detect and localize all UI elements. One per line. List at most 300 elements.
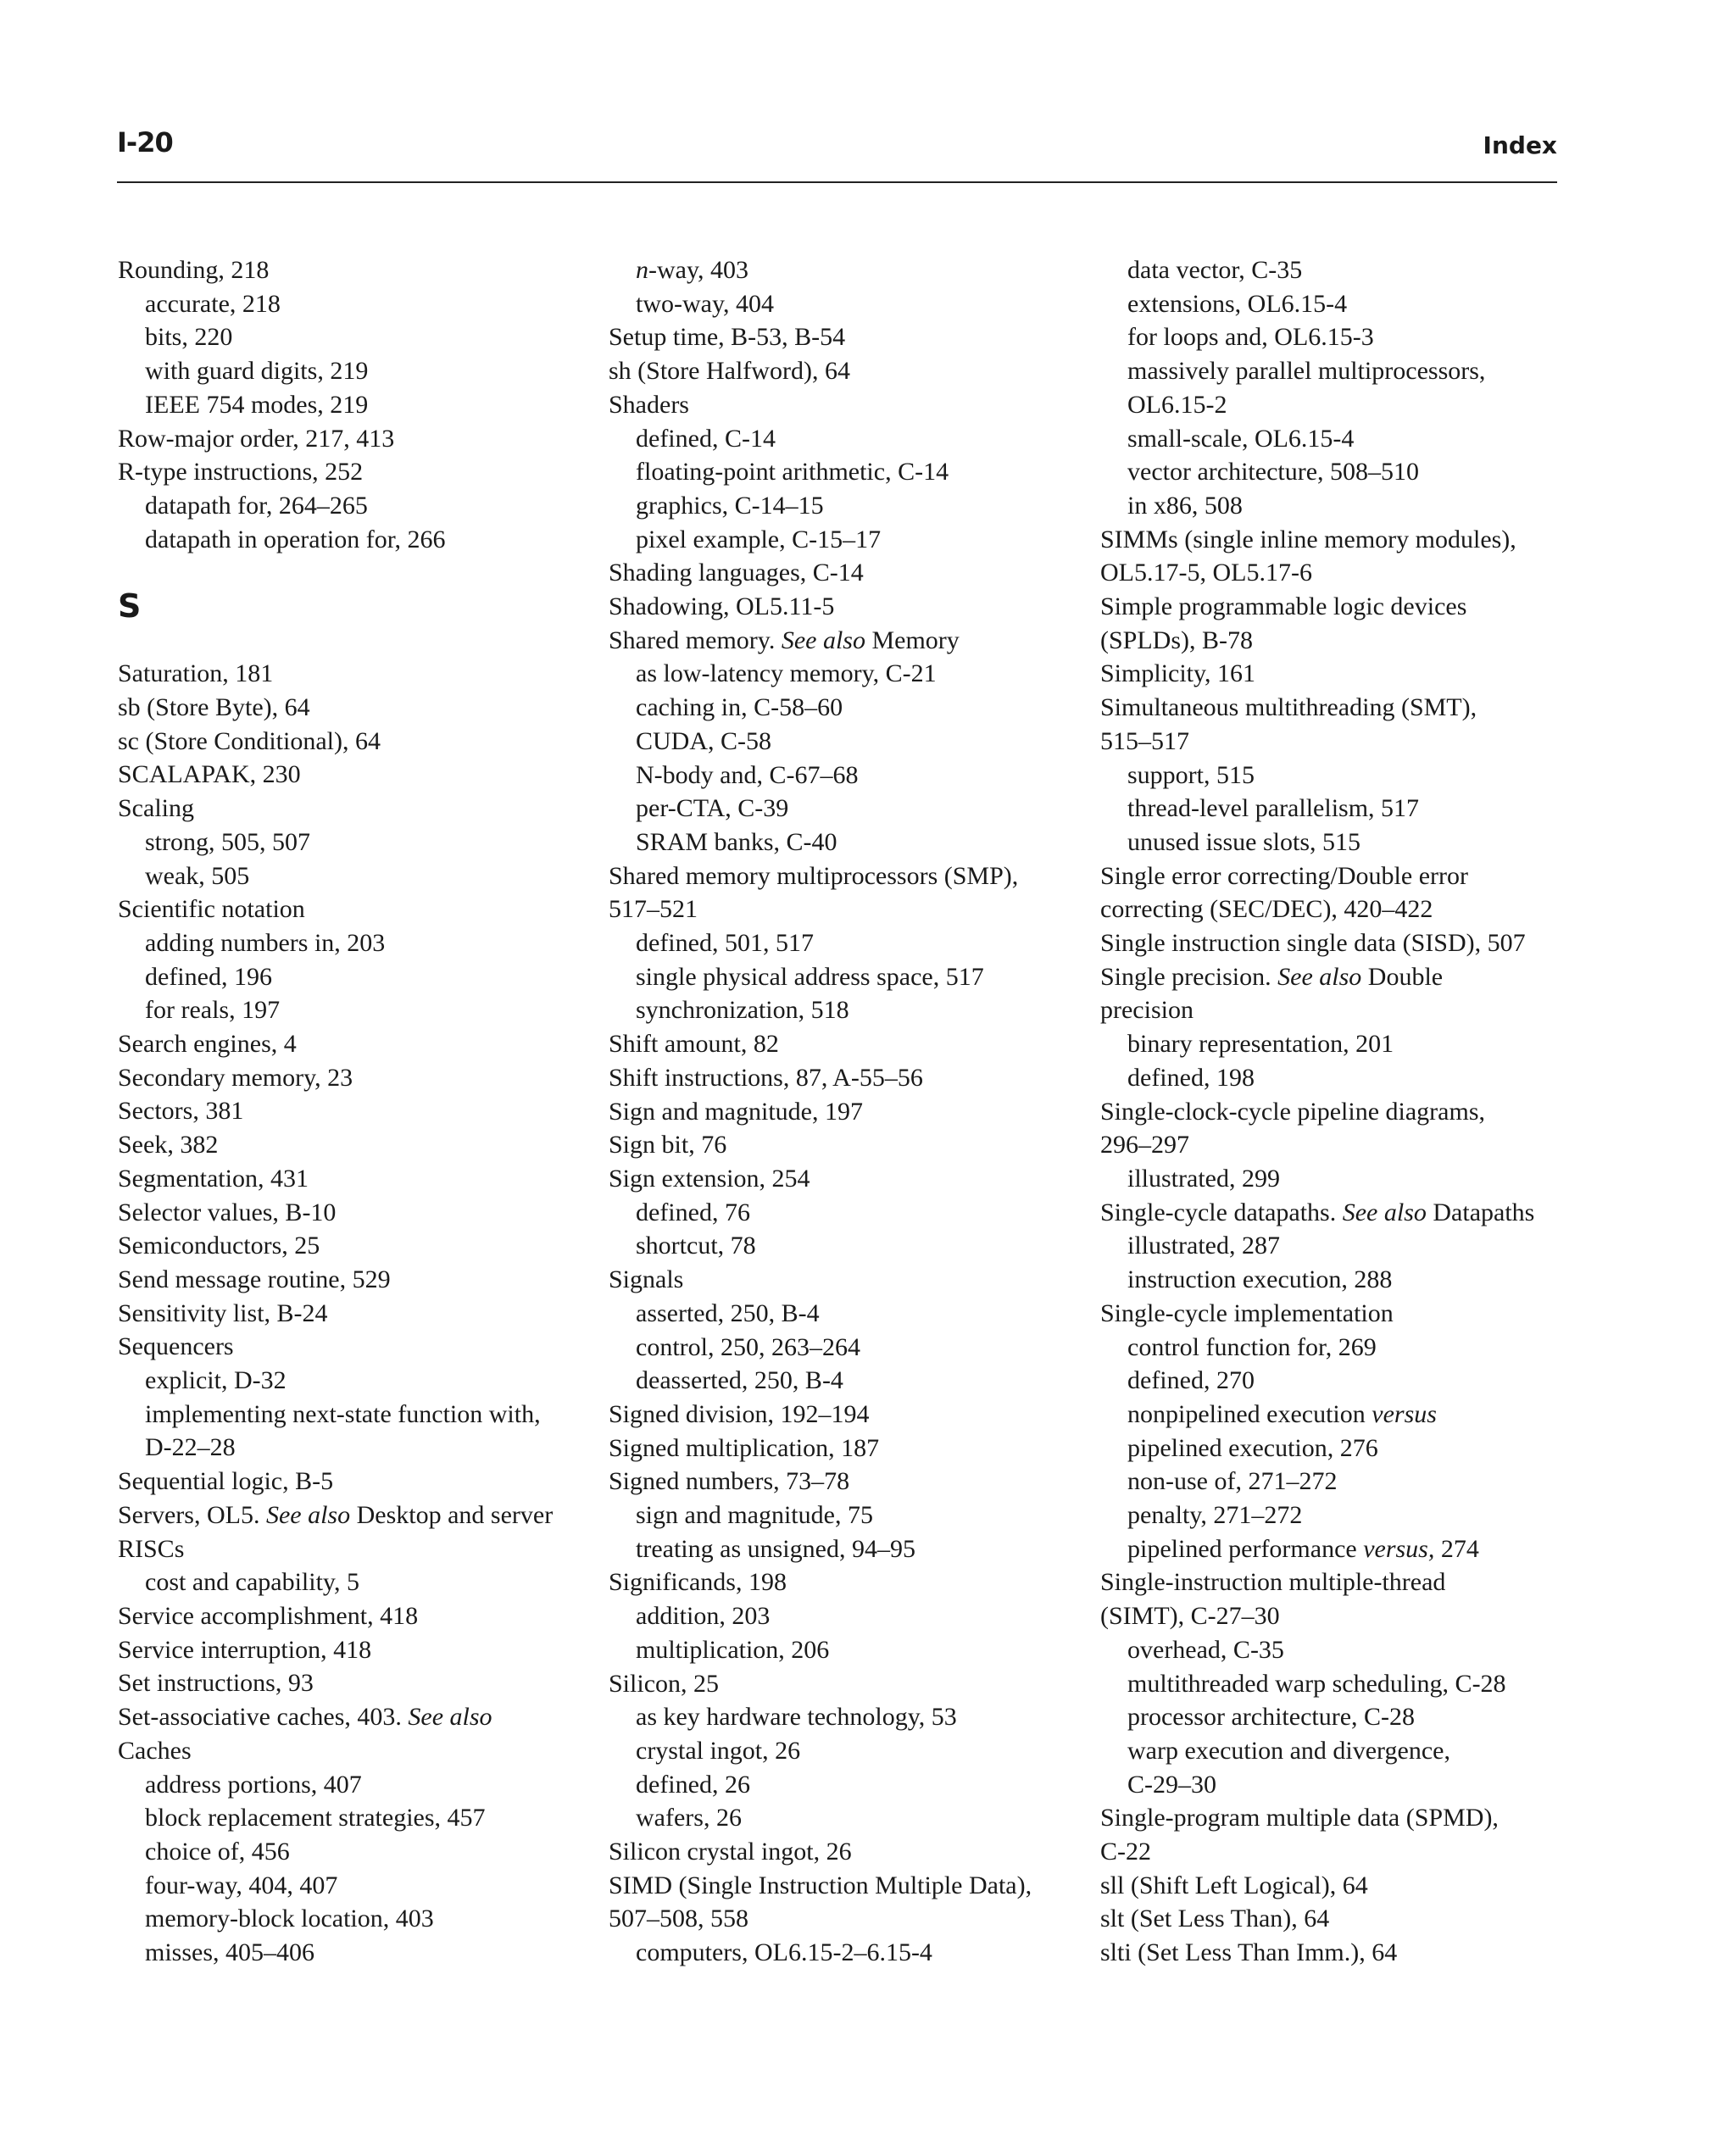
running-head: Index xyxy=(1483,131,1557,159)
index-entry xyxy=(1100,320,1558,354)
entry-text: for loops and, OL6.15-3 xyxy=(1127,323,1374,352)
entry-line xyxy=(609,624,1066,658)
entry-text: caching in, C-58–60 xyxy=(636,693,843,722)
index-entry xyxy=(609,1095,1066,1129)
index-entry xyxy=(609,1465,1066,1499)
entry-text: Send message routine, 529 xyxy=(118,1265,391,1293)
index-entry xyxy=(609,1667,1066,1701)
entry-text: with guard digits, 219 xyxy=(145,357,369,386)
entry-line: Simple programmable logic devices xyxy=(1100,592,1467,621)
entry-text: overhead, C-35 xyxy=(1127,1635,1284,1664)
index-column-1 xyxy=(118,253,576,1970)
entry-text: defined, 196 xyxy=(145,962,272,991)
entry-line: Single error correcting/Double error xyxy=(1100,861,1468,890)
index-entry xyxy=(1100,523,1558,590)
index-entry xyxy=(1100,1532,1558,1566)
index-entry xyxy=(118,253,576,287)
entry-text: Servers, OL5. xyxy=(118,1500,266,1529)
entry-text: illustrated, 287 xyxy=(1127,1232,1280,1260)
entry-text: R-type instructions, 252 xyxy=(118,458,364,487)
index-entry xyxy=(609,590,1066,624)
entry-line xyxy=(118,1700,576,1734)
index-entry xyxy=(118,523,576,557)
entry-line xyxy=(1127,1532,1558,1566)
entry-text: datapath in operation for, 266 xyxy=(145,525,446,553)
entry-text: floating-point arithmetic, C-14 xyxy=(636,458,949,487)
index-entry xyxy=(118,725,576,759)
entry-line: 515–517 xyxy=(1100,726,1189,755)
index-entry xyxy=(609,1565,1066,1599)
entry-line xyxy=(1100,960,1558,994)
index-entry xyxy=(609,253,1066,287)
index-entry xyxy=(1100,1565,1558,1632)
cross-reference: versus xyxy=(1372,1399,1437,1428)
entry-text: Signals xyxy=(609,1265,684,1294)
entry-text: Scientific notation xyxy=(118,895,305,924)
index-entry xyxy=(118,792,576,826)
index-entry xyxy=(118,1465,576,1499)
entry-text: Service interruption, 418 xyxy=(118,1635,372,1664)
entry-text: Setup time, B-53, B-54 xyxy=(609,323,846,352)
index-entry xyxy=(609,1263,1066,1297)
index-entry xyxy=(609,1768,1066,1802)
entry-text: explicit, D-32 xyxy=(145,1366,287,1395)
entry-line: warp execution and divergence, xyxy=(1127,1736,1450,1765)
index-entry xyxy=(118,1162,576,1196)
entry-text: Sequential logic, B-5 xyxy=(118,1467,334,1496)
entry-text: as low-latency memory, C-21 xyxy=(636,659,937,688)
entry-line: OL5.17-5, OL5.17-6 xyxy=(1100,559,1312,587)
index-entry xyxy=(118,1061,576,1095)
index-entry xyxy=(1100,859,1558,926)
index-entry xyxy=(609,1061,1066,1095)
entry-text: as key hardware technology, 53 xyxy=(636,1703,957,1732)
entry-text: nonpipelined execution xyxy=(1127,1399,1372,1428)
index-entry xyxy=(118,758,576,792)
index-entry xyxy=(609,1398,1066,1432)
entry-text: thread-level parallelism, 517 xyxy=(1127,794,1420,823)
entry-text: treating as unsigned, 94–95 xyxy=(636,1534,915,1563)
index-entry xyxy=(609,1331,1066,1365)
index-entry xyxy=(118,1599,576,1633)
entry-text: pixel example, C-15–17 xyxy=(636,525,882,553)
index-entry xyxy=(609,960,1066,994)
entry-text: Shift instructions, 87, A-55–56 xyxy=(609,1063,923,1092)
entry-text: defined, C-14 xyxy=(636,424,776,453)
entry-text: four-way, 404, 407 xyxy=(145,1871,338,1899)
entry-line: (SPLDs), B-78 xyxy=(1100,626,1254,654)
entry-text: Sign bit, 76 xyxy=(609,1131,727,1159)
entry-line: Single-instruction multiple-thread xyxy=(1100,1568,1446,1597)
index-entry xyxy=(609,792,1066,826)
index-entry xyxy=(1100,1700,1558,1734)
index-entry xyxy=(118,657,576,691)
entry-text: Desktop and server xyxy=(350,1500,554,1529)
entry-text: Sign and magnitude, 197 xyxy=(609,1097,863,1126)
entry-text: Set-associative caches, 403. xyxy=(118,1703,409,1732)
index-entry xyxy=(1100,489,1558,523)
index-entry xyxy=(609,1196,1066,1230)
index-entry xyxy=(118,1398,576,1465)
entry-text: Shift amount, 82 xyxy=(609,1030,779,1059)
entry-text: computers, OL6.15-2–6.15-4 xyxy=(636,1938,932,1967)
cross-reference: See also xyxy=(1277,962,1362,991)
entry-text: weak, 505 xyxy=(145,861,250,890)
page-number: I-20 xyxy=(117,126,173,158)
entry-text: bits, 220 xyxy=(145,323,233,352)
index-entry xyxy=(118,960,576,994)
entry-text: small-scale, OL6.15-4 xyxy=(1127,424,1355,453)
entry-text: choice of, 456 xyxy=(145,1837,290,1866)
entry-text: deasserted, 250, B-4 xyxy=(636,1366,843,1395)
entry-line: implementing next-state function with, xyxy=(145,1399,541,1428)
entry-text: extensions, OL6.15-4 xyxy=(1127,289,1348,318)
entry-text: Service accomplishment, 418 xyxy=(118,1602,419,1630)
entry-text: per-CTA, C-39 xyxy=(636,794,789,823)
entry-text: IEEE 754 modes, 219 xyxy=(145,390,369,419)
entry-line: correcting (SEC/DEC), 420–422 xyxy=(1100,895,1433,924)
index-entry xyxy=(609,388,1066,422)
index-entry xyxy=(609,859,1066,926)
index-entry xyxy=(609,287,1066,321)
entry-text: Signed numbers, 73–78 xyxy=(609,1467,850,1496)
cross-reference: n xyxy=(636,256,648,284)
entry-line: D-22–28 xyxy=(145,1433,236,1462)
entry-line: Caches xyxy=(118,1736,192,1765)
index-entry xyxy=(118,993,576,1027)
index-entry xyxy=(609,1801,1066,1835)
index-entry xyxy=(609,826,1066,859)
entry-text: Memory xyxy=(865,626,960,654)
entry-text: 274 xyxy=(1434,1534,1479,1563)
index-entry xyxy=(1100,253,1558,287)
index-entry xyxy=(118,489,576,523)
index-entry xyxy=(609,455,1066,489)
entry-text: defined, 198 xyxy=(1127,1063,1255,1092)
index-entry xyxy=(1100,926,1558,960)
index-entry xyxy=(609,320,1066,354)
entry-text: binary representation, 201 xyxy=(1127,1030,1394,1059)
entry-text: -way, 403 xyxy=(648,256,749,284)
entry-text: N-body and, C-67–68 xyxy=(636,760,859,789)
index-entry xyxy=(609,1633,1066,1667)
index-entry xyxy=(1100,826,1558,859)
entry-text: Secondary memory, 23 xyxy=(118,1063,353,1092)
entry-text: Selector values, B-10 xyxy=(118,1198,337,1226)
entry-line: RISCs xyxy=(118,1534,185,1563)
index-entry xyxy=(118,1263,576,1297)
entry-line xyxy=(636,253,1066,287)
entry-text: Double xyxy=(1361,962,1444,991)
index-entry xyxy=(609,556,1066,590)
cross-reference: See also xyxy=(781,626,865,654)
index-entry xyxy=(118,354,576,388)
entry-text: datapath for, 264–265 xyxy=(145,491,368,520)
index-entry xyxy=(118,455,576,489)
index-entry xyxy=(1100,1499,1558,1532)
index-entry xyxy=(1100,1263,1558,1297)
entry-text: non-use of, 271–272 xyxy=(1127,1467,1338,1496)
index-entry xyxy=(1100,691,1558,758)
entry-text: addition, 203 xyxy=(636,1602,771,1631)
entry-line xyxy=(1100,1196,1558,1230)
entry-text: Single precision. xyxy=(1100,962,1278,991)
index-entry xyxy=(609,1432,1066,1465)
entry-line: Single-program multiple data (SPMD), xyxy=(1100,1804,1499,1832)
index-entry xyxy=(118,1364,576,1398)
entry-text: address portions, 407 xyxy=(145,1770,362,1799)
entry-text: Single-cycle implementation xyxy=(1100,1299,1394,1327)
entry-text: Single-cycle datapaths. xyxy=(1100,1198,1343,1226)
index-entry xyxy=(118,1330,576,1364)
index-entries xyxy=(118,253,576,556)
entry-text: Single instruction single data (SISD), 507 xyxy=(1100,929,1526,958)
entry-text: control, 250, 263–264 xyxy=(636,1332,860,1361)
entry-text: cost and capability, 5 xyxy=(145,1568,359,1597)
entry-text: Search engines, 4 xyxy=(118,1030,297,1059)
index-entry xyxy=(1100,1465,1558,1499)
index-entry xyxy=(1100,1229,1558,1263)
index-entry xyxy=(1100,287,1558,321)
entry-text: crystal ingot, 26 xyxy=(636,1736,801,1765)
entry-text: data vector, C-35 xyxy=(1127,256,1303,284)
index-entry xyxy=(1100,455,1558,489)
entry-text: sc (Store Conditional), 64 xyxy=(118,726,381,755)
index-entry xyxy=(1100,1801,1558,1868)
entry-text: Datapaths xyxy=(1426,1198,1535,1226)
index-entry xyxy=(609,691,1066,725)
index-entry xyxy=(609,1599,1066,1633)
entry-text: wafers, 26 xyxy=(636,1804,742,1832)
index-entry xyxy=(1100,1936,1558,1970)
entry-text: Silicon crystal ingot, 26 xyxy=(609,1838,852,1866)
index-entry xyxy=(118,1027,576,1061)
entry-text: vector architecture, 508–510 xyxy=(1127,458,1420,487)
entry-text: unused issue slots, 515 xyxy=(1127,827,1361,856)
index-entry xyxy=(1100,1162,1558,1196)
entry-text: misses, 405–406 xyxy=(145,1938,315,1967)
index-entry xyxy=(609,1364,1066,1398)
index-entry xyxy=(118,1902,576,1936)
index-entry xyxy=(118,926,576,960)
entry-line: (SIMT), C-27–30 xyxy=(1100,1602,1280,1631)
index-entry xyxy=(118,1196,576,1230)
entry-text: slti (Set Less Than Imm.), 64 xyxy=(1100,1938,1398,1967)
index-entry xyxy=(1100,422,1558,456)
entry-text: penalty, 271–272 xyxy=(1127,1501,1303,1530)
entry-text: in x86, 508 xyxy=(1127,491,1243,520)
index-entry xyxy=(609,1027,1066,1061)
entry-text: SCALAPAK, 230 xyxy=(118,760,301,789)
index-entry xyxy=(609,1869,1066,1936)
index-entry xyxy=(1100,1902,1558,1936)
index-entry xyxy=(118,1801,576,1835)
entry-line: Single-clock-cycle pipeline diagrams, xyxy=(1100,1097,1485,1126)
index-entry xyxy=(118,1229,576,1263)
entry-line: C-22 xyxy=(1100,1838,1151,1866)
index-entry xyxy=(118,320,576,354)
entry-text: synchronization, 518 xyxy=(636,996,849,1025)
index-entry xyxy=(609,1734,1066,1768)
index-entry xyxy=(1100,1633,1558,1667)
entry-text: single physical address space, 517 xyxy=(636,962,984,991)
index-entry xyxy=(118,1869,576,1903)
entry-line: pipelined execution, 276 xyxy=(1127,1433,1378,1462)
entry-line: C-29–30 xyxy=(1127,1770,1216,1799)
entry-text: strong, 505, 507 xyxy=(145,827,310,856)
entry-text: adding numbers in, 203 xyxy=(145,928,386,957)
index-entry xyxy=(118,691,576,725)
index-entry xyxy=(1100,590,1558,657)
entry-text: Sensitivity list, B-24 xyxy=(118,1299,328,1327)
entry-line xyxy=(118,1499,576,1532)
index-entry xyxy=(118,859,576,893)
entry-text: two-way, 404 xyxy=(636,289,775,318)
cross-reference: See also xyxy=(408,1703,492,1732)
index-entry xyxy=(1100,1734,1558,1801)
entry-text: sign and magnitude, 75 xyxy=(636,1501,873,1530)
entry-text: for reals, 197 xyxy=(145,996,281,1025)
index-column-2 xyxy=(609,253,1066,1970)
entry-text: Sequencers xyxy=(118,1332,234,1361)
entry-text: Set instructions, 93 xyxy=(118,1669,314,1698)
index-entry xyxy=(609,926,1066,960)
index-entry xyxy=(1100,759,1558,792)
index-entry xyxy=(118,1666,576,1700)
entry-text: graphics, C-14–15 xyxy=(636,491,824,520)
index-entry xyxy=(609,759,1066,792)
entry-text: Sign extension, 254 xyxy=(609,1164,810,1193)
index-entry xyxy=(118,1936,576,1970)
index-entry xyxy=(118,1297,576,1331)
entry-line: Shared memory multiprocessors (SMP), xyxy=(609,861,1019,890)
index-entry xyxy=(1100,1667,1558,1701)
index-entry xyxy=(609,354,1066,388)
entry-text: shortcut, 78 xyxy=(636,1232,756,1260)
entry-text: multithreaded warp scheduling, C-28 xyxy=(1127,1669,1506,1698)
entry-text: Semiconductors, 25 xyxy=(118,1232,320,1260)
index-entry xyxy=(118,893,576,926)
index-entry xyxy=(609,1700,1066,1734)
index-entry xyxy=(118,1565,576,1599)
entry-line: 296–297 xyxy=(1100,1131,1189,1159)
cross-reference: versus, xyxy=(1363,1534,1435,1563)
index-entry xyxy=(609,489,1066,523)
index-entries xyxy=(1100,253,1558,1970)
index-entry xyxy=(1100,1869,1558,1903)
index-entry xyxy=(118,388,576,422)
entry-text: Rounding, 218 xyxy=(118,256,270,284)
entry-text: Shading languages, C-14 xyxy=(609,559,864,587)
entry-text: Signed division, 192–194 xyxy=(609,1399,870,1428)
entry-text: sll (Shift Left Logical), 64 xyxy=(1100,1871,1368,1899)
entry-text: Signed multiplication, 187 xyxy=(609,1433,880,1462)
index-entry xyxy=(118,1768,576,1802)
index-entries xyxy=(118,657,576,1969)
entry-text: processor architecture, C-28 xyxy=(1127,1703,1416,1732)
entry-text: multiplication, 206 xyxy=(636,1635,830,1664)
entry-text: defined, 270 xyxy=(1127,1366,1255,1395)
entry-text: Shared memory. xyxy=(609,626,782,654)
index-entry xyxy=(118,1700,576,1767)
index-entry xyxy=(609,993,1066,1027)
index-entry xyxy=(609,657,1066,691)
entry-line: 507–508, 558 xyxy=(609,1905,748,1933)
entry-text: SRAM banks, C-40 xyxy=(636,827,837,856)
entry-text: defined, 76 xyxy=(636,1198,750,1226)
entry-text: pipelined performance xyxy=(1127,1534,1364,1563)
entry-text: instruction execution, 288 xyxy=(1127,1265,1393,1294)
entry-text: Significands, 198 xyxy=(609,1568,787,1597)
entry-text: asserted, 250, B-4 xyxy=(636,1299,820,1327)
entry-line xyxy=(1127,1398,1558,1432)
index-entry xyxy=(1100,657,1558,691)
cross-reference: See also xyxy=(265,1500,351,1529)
index-entry xyxy=(1100,1196,1558,1230)
index-entry xyxy=(609,1297,1066,1331)
index-entry xyxy=(1100,1297,1558,1331)
entry-text: block replacement strategies, 457 xyxy=(145,1804,486,1832)
index-entry xyxy=(1100,792,1558,826)
entry-text: Sectors, 381 xyxy=(118,1097,244,1126)
index-entry xyxy=(118,287,576,321)
index-entry xyxy=(1100,1027,1558,1061)
cross-reference: See also xyxy=(1342,1198,1427,1226)
index-entry xyxy=(118,422,576,456)
index-entry xyxy=(1100,1398,1558,1465)
entry-text: support, 515 xyxy=(1127,760,1255,789)
index-entry xyxy=(609,624,1066,658)
entry-text: Scaling xyxy=(118,794,194,823)
index-entries xyxy=(609,253,1066,1970)
entry-text: sh (Store Halfword), 64 xyxy=(609,357,850,386)
entry-text: control function for, 269 xyxy=(1127,1332,1377,1361)
entry-text: accurate, 218 xyxy=(145,289,281,318)
entry-text: Segmentation, 431 xyxy=(118,1164,309,1193)
index-entry xyxy=(118,1094,576,1128)
index-entry xyxy=(609,1532,1066,1566)
entry-line: 517–521 xyxy=(609,895,698,924)
entry-line: OL6.15-2 xyxy=(1127,390,1227,419)
index-entry xyxy=(609,523,1066,557)
index-entry xyxy=(1100,960,1558,1027)
index-entry xyxy=(1100,354,1558,421)
index-entry xyxy=(118,1499,576,1565)
index-column-3 xyxy=(1100,253,1558,1970)
entry-text: Shaders xyxy=(609,390,689,419)
index-entry xyxy=(609,1229,1066,1263)
entry-text: defined, 501, 517 xyxy=(636,929,814,958)
index-entry xyxy=(609,1128,1066,1162)
header-rule xyxy=(117,181,1557,183)
entry-text: Simplicity, 161 xyxy=(1100,659,1256,688)
entry-text: Row-major order, 217, 413 xyxy=(118,424,395,453)
entry-text: Seek, 382 xyxy=(118,1131,219,1159)
index-entry xyxy=(1100,1331,1558,1365)
index-entry xyxy=(609,1835,1066,1869)
index-entry xyxy=(609,422,1066,456)
entry-text: illustrated, 299 xyxy=(1127,1164,1280,1193)
entry-text: Saturation, 181 xyxy=(118,659,274,688)
index-entry xyxy=(1100,1061,1558,1095)
index-entry xyxy=(118,1128,576,1162)
index-entry xyxy=(118,1835,576,1869)
entry-line: SIMMs (single inline memory modules), xyxy=(1100,525,1516,553)
entry-text: Silicon, 25 xyxy=(609,1669,720,1698)
entry-text: defined, 26 xyxy=(636,1770,750,1799)
entry-line: massively parallel multiprocessors, xyxy=(1127,357,1486,386)
index-entry xyxy=(609,1162,1066,1196)
